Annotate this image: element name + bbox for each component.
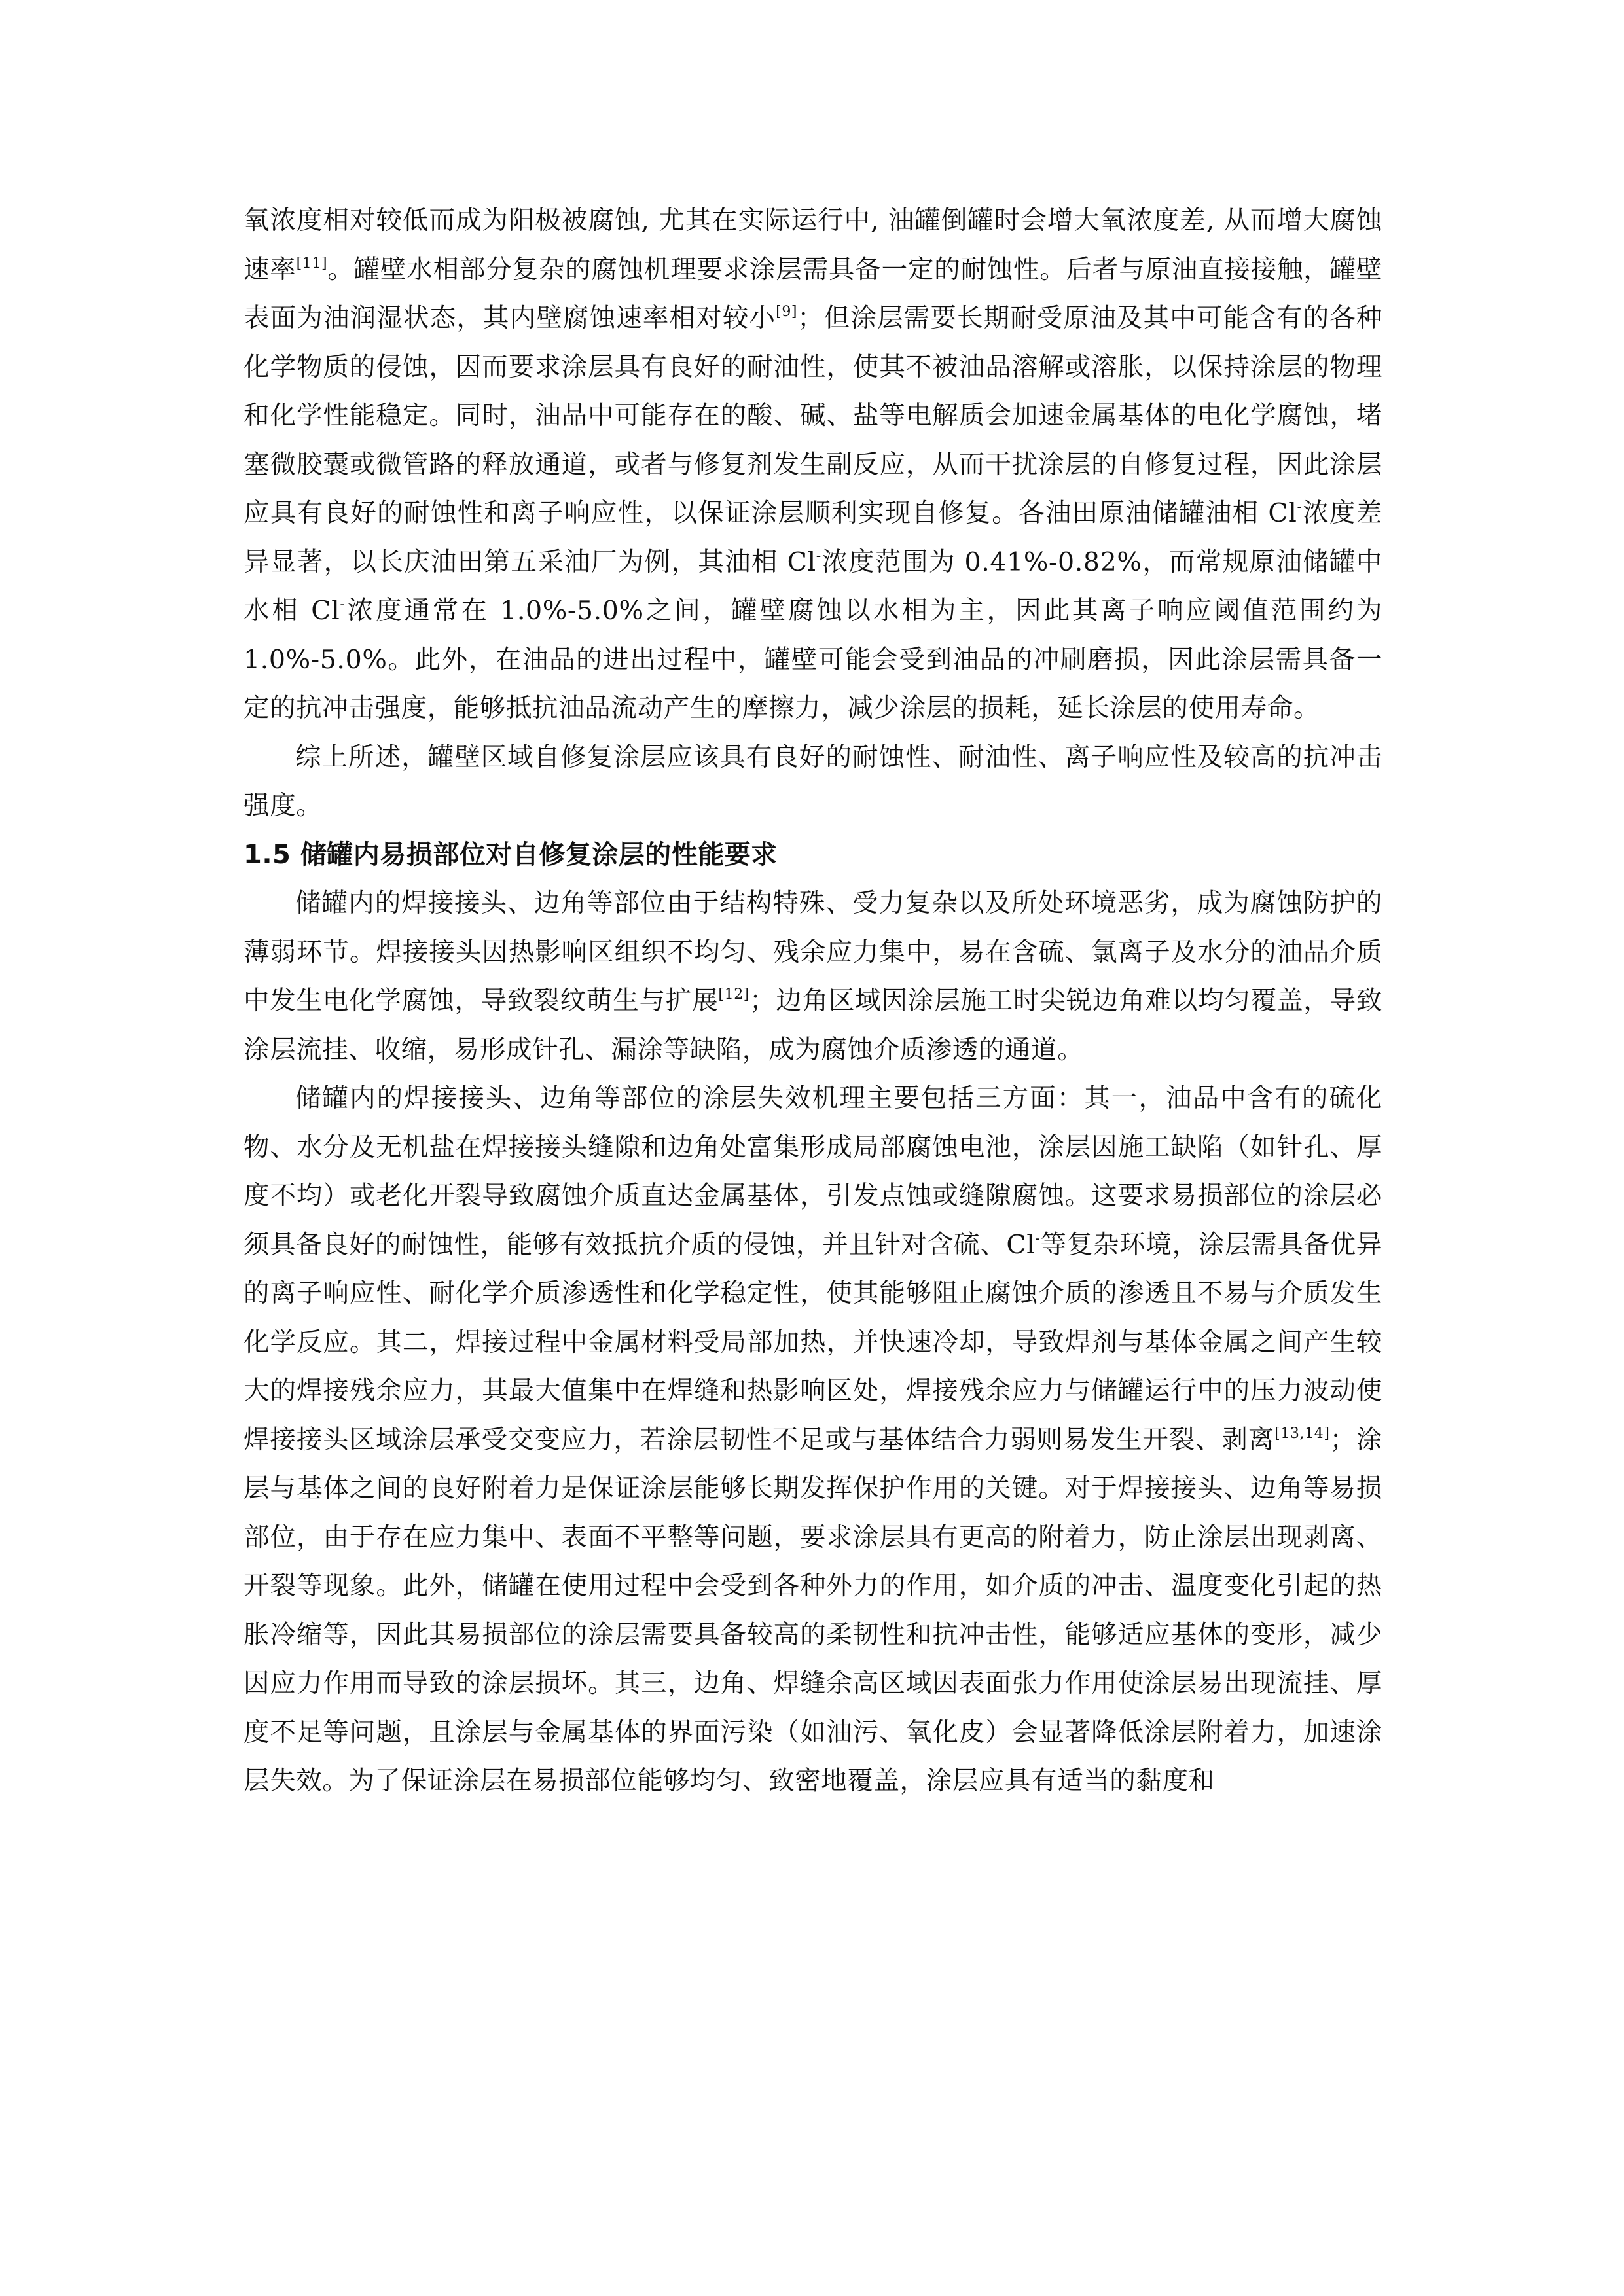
paragraph-failure-mechanism bbox=[244, 1074, 1382, 1806]
paragraph-summary bbox=[244, 733, 1382, 831]
superscript-minus: - bbox=[1297, 499, 1303, 515]
citation: [9] bbox=[776, 304, 798, 320]
paragraph-tank-wall-corrosion bbox=[244, 196, 1382, 733]
text-segment: 浓度范围为 0.41%-0.82%，而常规原油储罐中水相 Cl bbox=[244, 547, 1382, 626]
text-segment: 氧浓度相对较低而成为阳极被腐蚀, 尤其在实际运行中, 油罐倒罐时会增大氧浓度差, 从而增大腐蚀速率 bbox=[244, 206, 1382, 285]
citation: [11] bbox=[296, 255, 328, 272]
text-segment: 。罐壁水相部分复杂的腐蚀机理要求涂层需具备一定的耐蚀性。后者与原油直接接触，罐壁表面为油润湿状态，其内壁腐蚀速率相对较小 bbox=[244, 254, 1382, 333]
text-segment: 浓度差异显著，以长庆油田第五采油厂为例，其油相 Cl bbox=[244, 498, 1382, 577]
text-segment: 等复杂环境，涂层需具备优异的离子响应性、耐化学介质渗透性和化学稳定性，使其能够阻止腐蚀介质的渗透且不易与介质发生化学反应。其二，焊接过程中金属材料受局部加热，并快速冷却，导致焊剂与基体金属之间产生较大的焊接残余应力，其最大值集中在焊缝和热影响区处，焊接残余应力与储罐运行中的压力波动使焊接接头区域涂层承受交变应力，若涂层韧性不足或与基体结合力弱则易发生开裂、剥离 bbox=[244, 1229, 1382, 1455]
text-segment: ；涂层与基体之间的良好附着力是保证涂层能够长期发挥保护作用的关键。对于焊接接头、边角等易损部位，由于存在应力集中、表面不平整等问题，要求涂层具有更高的附着力，防止涂层出现剥离、开裂等现象。此外，储罐在使用过程中会受到各种外力的作用，如介质的冲击、温度变化引起的热胀冷缩等，因此其易损部位的涂层需要具备较高的柔韧性和抗冲击性，能够适应基体的变形，减少因应力作用而导致的涂层损坏。其三，边角、焊缝余高区域因表面张力作用使涂层易出现流挂、厚度不足等问题，且涂层与金属基体的界面污染（如油污、氧化皮）会显著降低涂层附着力，加速涂层失效。为了保证涂层在易损部位能够均匀、致密地覆盖，涂层应具有适当的黏度和 bbox=[244, 1424, 1383, 1796]
text-segment: 综上所述，罐壁区域自修复涂层应该具有良好的耐蚀性、耐油性、离子响应性及较高的抗冲击强度。 bbox=[244, 742, 1382, 821]
text-segment: ；边角区域因涂层施工时尖锐边角难以均匀覆盖，导致涂层流挂、收缩，易形成针孔、漏涂等缺陷，成为腐蚀介质渗透的通道。 bbox=[244, 986, 1382, 1065]
section-heading: 1.5 储罐内易损部位对自修复涂层的性能要求 bbox=[244, 839, 778, 870]
superscript-minus: - bbox=[340, 596, 346, 613]
superscript-minus: - bbox=[1035, 1230, 1041, 1247]
text-segment: ；但涂层需要长期耐受原油及其中可能含有的各种化学物质的侵蚀，因而要求涂层具有良好的耐油性，使其不被油品溶解或溶胀，以保持涂层的物理和化学性能稳定。同时，油品中可能存在的酸、碱、盐等电解质会加速金属基体的电化学腐蚀，堵塞微胶囊或微管路的释放通道，或者与修复剂发生副反应，从而干扰涂层的自修复过程，因此涂层应具有良好的耐蚀性和离子响应性，以保证涂层顺利实现自修复。各油田原油储罐油相 Cl bbox=[244, 303, 1383, 528]
citation: [12] bbox=[718, 986, 749, 1003]
superscript-minus: - bbox=[816, 547, 821, 564]
text-segment: 储罐内的焊接接头、边角等部位的涂层失效机理主要包括三方面：其一，油品中含有的硫化物、水分及无机盐在焊接接头缝隙和边角处富集形成局部腐蚀电池，涂层因施工缺陷（如针孔、厚度不均）或老化开裂导致腐蚀介质直达金属基体，引发点蚀或缝隙腐蚀。这要求易损部位的涂层必须具备良好的耐蚀性，能够有效抵抗介质的侵蚀，并且针对含硫、Cl bbox=[244, 1083, 1382, 1260]
citation: [13,14] bbox=[1274, 1425, 1330, 1442]
text-segment: 浓度通常在 1.0%-5.0%之间，罐壁腐蚀以水相为主，因此其离子响应阈值范围约为 1.0%-5.0%。此外，在油品的进出过程中，罐壁可能会受到油品的冲刷磨损，因此涂层需具备一定的抗冲击强度，能够抵抗油品流动产生的摩擦力，减少涂层的损耗，延长涂层的使用寿命。 bbox=[244, 596, 1382, 723]
text-segment: 储罐内的焊接接头、边角等部位由于结构特殊、受力复杂以及所处环境恶劣，成为腐蚀防护的薄弱环节。焊接接头因热影响区组织不均匀、残余应力集中，易在含硫、氯离子及水分的油品介质中发生电化学腐蚀，导致裂纹萌生与扩展 bbox=[244, 888, 1382, 1016]
body-text bbox=[244, 196, 1382, 1806]
paragraph-vulnerable-parts bbox=[244, 879, 1382, 1074]
